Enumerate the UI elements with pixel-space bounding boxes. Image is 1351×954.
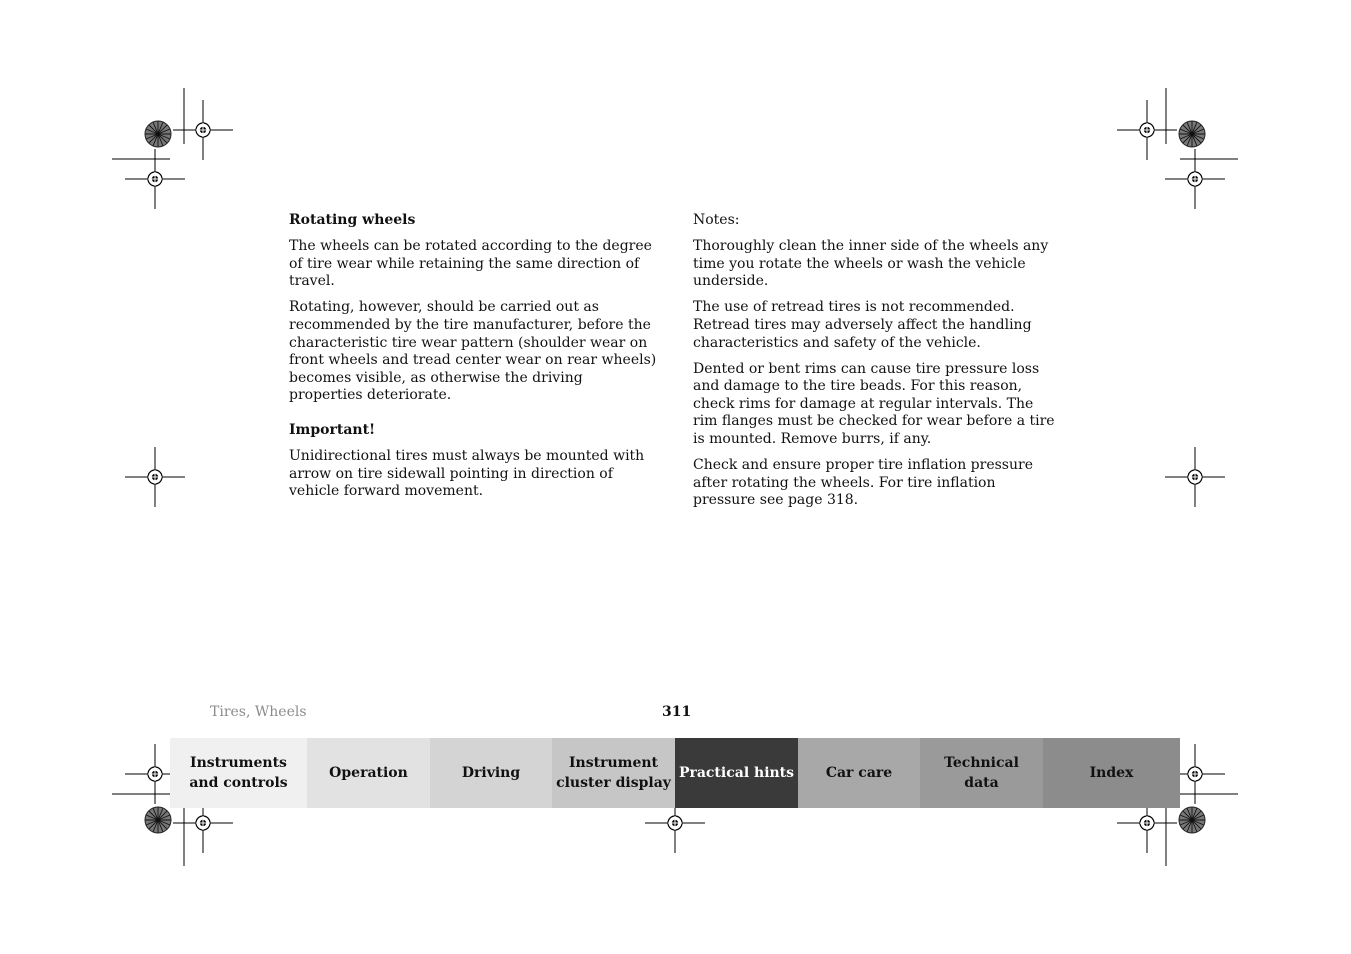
rotating-wheels-heading: Rotating wheels (289, 212, 416, 228)
inflation-pressure-note: Check and ensure proper tire inflation pressure after rotating the wheels. For tire inflation pressure see page 318. (693, 457, 1033, 509)
tab-driving[interactable]: Driving (430, 738, 552, 808)
tab-technical-data[interactable]: Technical data (920, 738, 1043, 808)
retread-tires-note: The use of retread tires is not recommended. Retread tires may adversely affect the handling characteristics and safety of the vehicle. (693, 299, 1032, 351)
left-column (289, 212, 657, 509)
chapter-tab-bar (170, 738, 1180, 808)
tab-practical-hints[interactable]: Practical hints (675, 738, 798, 808)
tab-instrument-cluster-display[interactable]: Instrument cluster display (552, 738, 675, 808)
right-column (693, 212, 1061, 518)
tab-operation[interactable]: Operation (307, 738, 430, 808)
clean-wheels-note: Thoroughly clean the inner side of the wheels any time you rotate the wheels or wash the vehicle underside. (693, 238, 1049, 290)
important-heading: Important! (289, 421, 376, 438)
rotation-timing-paragraph: Rotating, however, should be carried out as recommended by the tire manufacturer, before the characteristic tire wear pattern (shoulder wear on front wheels and tread center wear on rear wheels) becomes visible, as otherwise the driving properties deteriorate. (289, 299, 657, 404)
notes-label: Notes: (693, 212, 740, 228)
section-name: Tires, Wheels (210, 704, 307, 720)
rotation-direction-paragraph: The wheels can be rotated according to the degree of tire wear while retaining the same direction of travel. (289, 238, 652, 290)
tab-instruments-and-controls[interactable]: Instruments and controls (170, 738, 307, 808)
tab-car-care[interactable]: Car care (798, 738, 920, 808)
unidirectional-tires-paragraph: Unidirectional tires must always be mounted with arrow on tire sidewall pointing in direction of vehicle forward movement. (289, 448, 645, 500)
page-number: 311 (662, 704, 692, 720)
tab-index[interactable]: Index (1043, 738, 1180, 808)
dented-rims-note: Dented or bent rims can cause tire pressure loss and damage to the tire beads. For this reason, check rims for damage at regular intervals. The rim flanges must be checked for wear before a tire is mounted. Remove burrs, if any. (693, 360, 1055, 448)
